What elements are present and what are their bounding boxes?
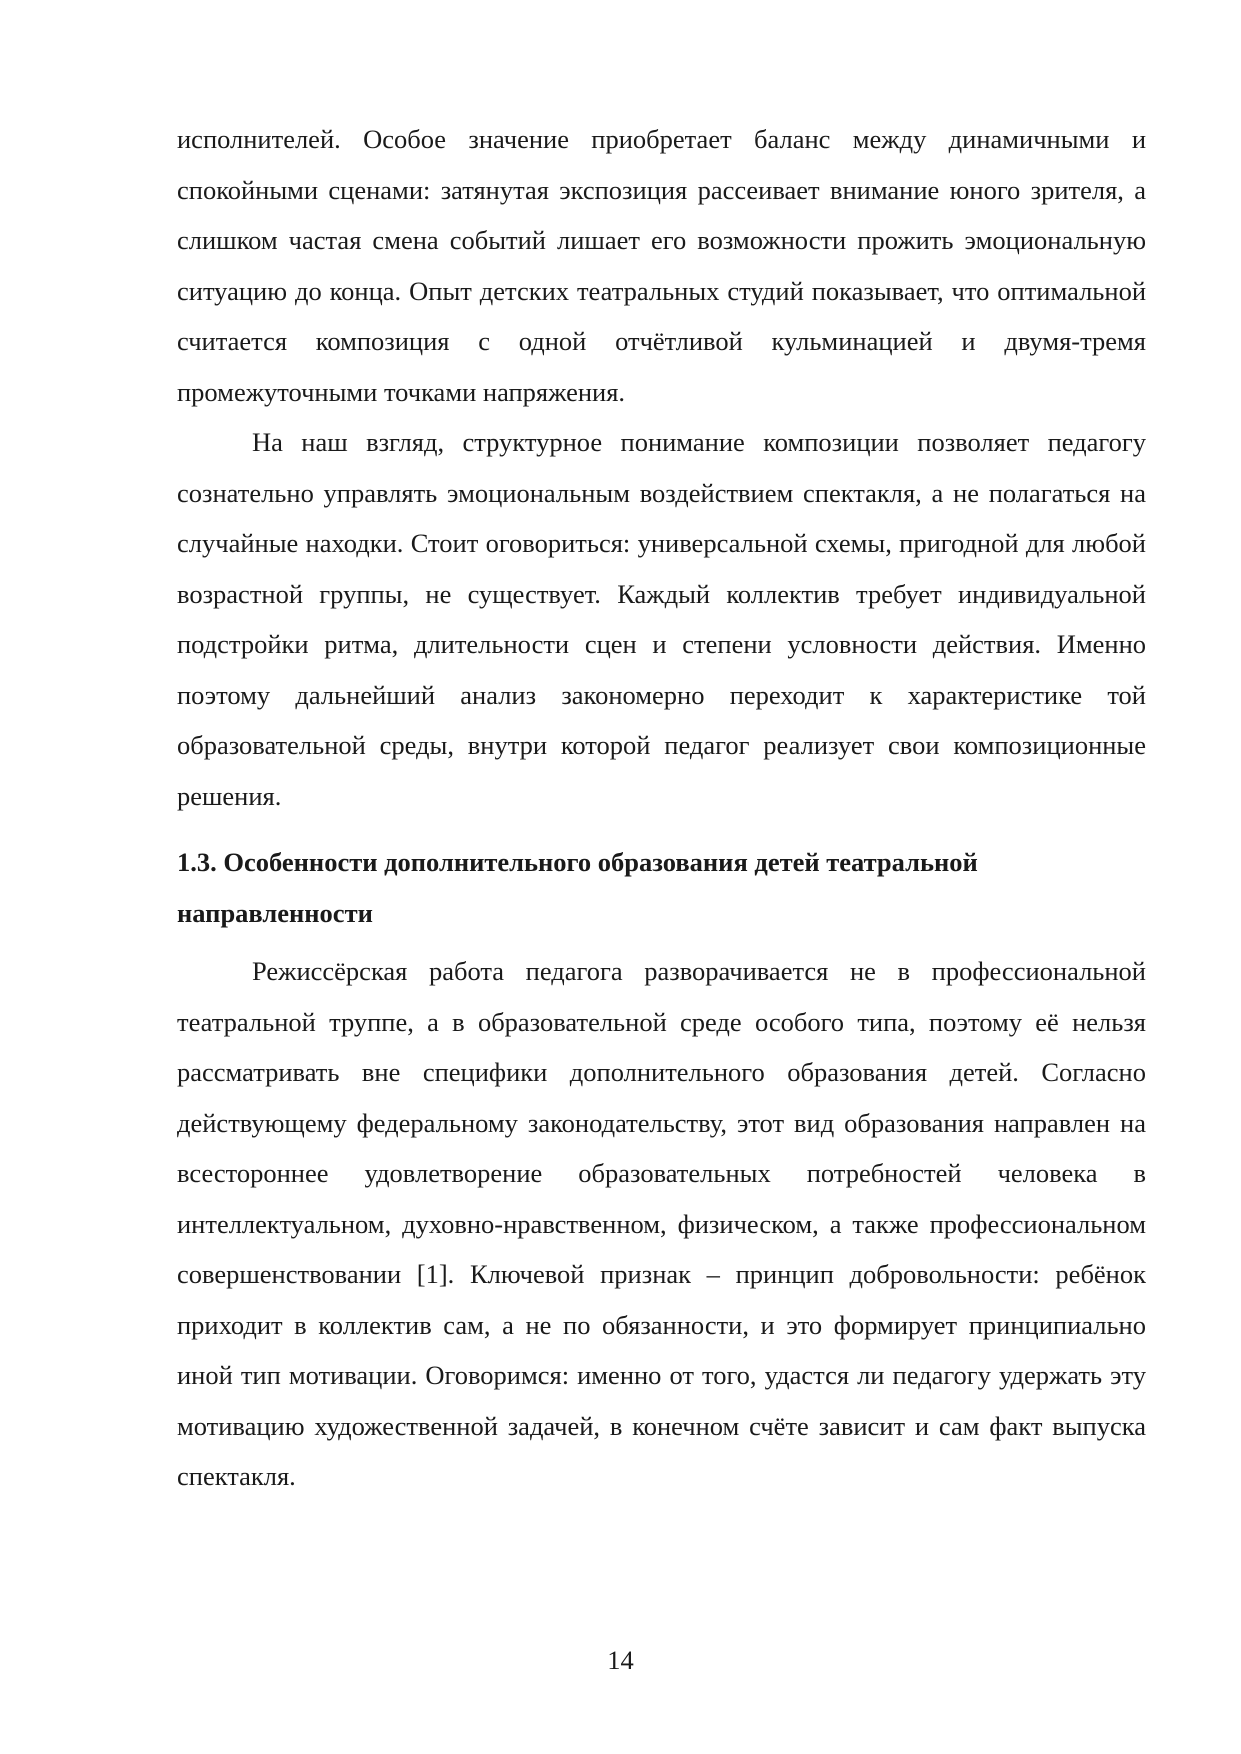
section-heading: 1.3. Особенности дополнительного образования детей театральной направленности: [177, 847, 978, 928]
paragraph-composition-balance: исполнителей. Особое значение приобретает баланс между динамичными и спокойными сценами: затянутая экспозиция рассеивает внимание юного зрителя, а слишком частая смена событий лишает его возможности прожить эмоциональную ситуацию до конца. Опыт детских театральных студий показывает, что оптимальной считается композиция с одной отчётливой кульминацией и двумя-тремя промежуточными точками напряжения.: [177, 124, 1146, 407]
page-number: 14: [607, 1645, 634, 1675]
paragraph-additional-education: Режиссёрская работа педагога разворачивается не в профессиональной театральной труппе, а в образовательной среде особого типа, поэтому её нельзя рассматривать вне специфики дополнительного образования детей. Согласно действующему федеральному законодательству, этот вид образования направлен на всестороннее удовлетворение образовательных потребностей человека в интеллектуальном, духовно-нравственном, физическом, а также профессиональном совершенствовании [1]. Ключевой признак – принцип добровольности: ребёнок приходит в коллектив сам, а не по обязанности, и это формирует принципиально иной тип мотивации. Оговоримся: именно от того, удастся ли педагогу удержать эту мотивацию художественной задачей, в конечном счёте зависит и сам факт выпуска спектакля.: [177, 956, 1146, 1491]
paragraph-structural-understanding: На наш взгляд, структурное понимание композиции позволяет педагогу сознательно управлять эмоциональным воздействием спектакля, а не полагаться на случайные находки. Стоит оговориться: универсальной схемы, пригодной для любой возрастной группы, не существует. Каждый коллектив требует индивидуальной подстройки ритма, длительности сцен и степени условности действия. Именно поэтому дальнейший анализ закономерно переходит к характеристике той образовательной среды, внутри которой педагог реализует свои композиционные решения.: [177, 427, 1146, 811]
page-content: [177, 114, 1146, 1502]
